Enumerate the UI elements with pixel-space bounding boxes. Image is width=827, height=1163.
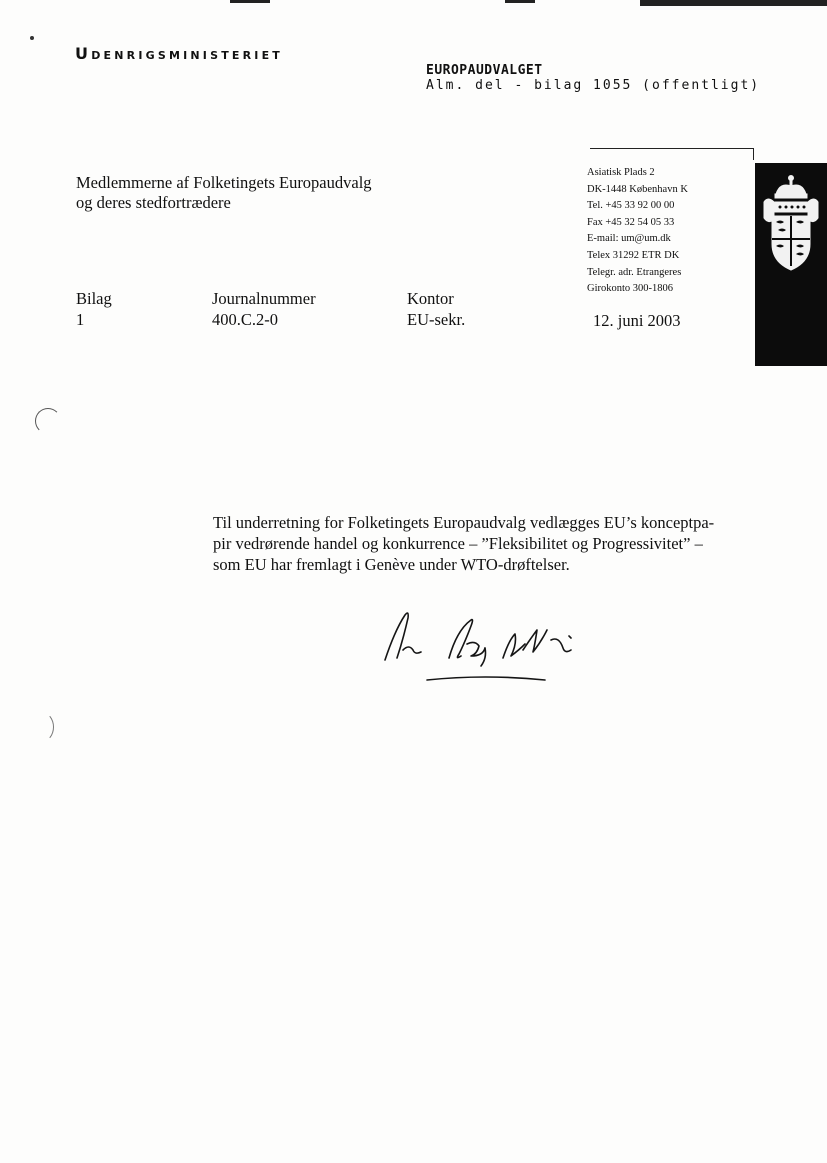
recipient-block	[76, 173, 372, 213]
recipient-line: og deres stedfortrædere	[76, 193, 231, 212]
address-street: Asiatisk Plads 2	[587, 167, 655, 178]
address-telegram: Telegr. adr. Etrangeres	[587, 266, 682, 278]
handwritten-signature	[375, 600, 585, 695]
body-line: Til underretning for Folketingets Europaudvalg vedlægges EU’s konceptpa-	[213, 513, 715, 532]
archive-stamp	[426, 63, 760, 93]
stamp-subtitle: Alm. del - bilag 1055 (offentligt)	[426, 78, 761, 93]
address-block	[587, 165, 688, 298]
journal-value: 400.C.2-0	[212, 310, 278, 329]
punch-hole-mark	[35, 408, 61, 434]
stamp-title: EUROPAUDVALGET	[426, 63, 543, 78]
royal-coat-of-arms-icon	[762, 172, 820, 284]
letter-date: 12. juni 2003	[593, 311, 681, 330]
bilag-value: 1	[76, 310, 85, 329]
scan-speck	[30, 36, 34, 40]
address-city: DK-1448 København K	[587, 183, 688, 195]
body-line: pir vedrørende handel og konkurrence – ”Fleksibilitet og Progressivitet” –	[213, 534, 703, 553]
kontor-label: Kontor	[407, 289, 454, 308]
address-email: E-mail: um@um.dk	[587, 233, 671, 245]
kontor-value: EU-sekr.	[407, 310, 466, 329]
address-tel: Tel. +45 33 92 00 00	[587, 200, 675, 212]
address-rule-tick	[753, 148, 754, 160]
address-fax: Fax +45 32 54 05 33	[587, 216, 675, 228]
scan-edge-mark	[505, 0, 535, 3]
recipient-line: Medlemmerne af Folketingets Europaudvalg	[76, 173, 372, 192]
journal-label: Journalnummer	[212, 289, 316, 308]
letter-body	[213, 512, 748, 575]
punch-hole-mark	[30, 712, 54, 742]
address-telex: Telex 31292 ETR DK	[587, 249, 680, 261]
address-rule	[590, 148, 754, 149]
scan-edge-mark	[640, 0, 827, 6]
address-giro: Girokonto 300-1806	[587, 283, 674, 295]
scan-edge-mark	[230, 0, 270, 3]
bilag-label: Bilag	[76, 289, 112, 308]
body-line: som EU har fremlagt i Genève under WTO-drøftelser.	[213, 555, 570, 574]
ministry-letterhead: Udenrigsministeriet	[75, 44, 284, 63]
